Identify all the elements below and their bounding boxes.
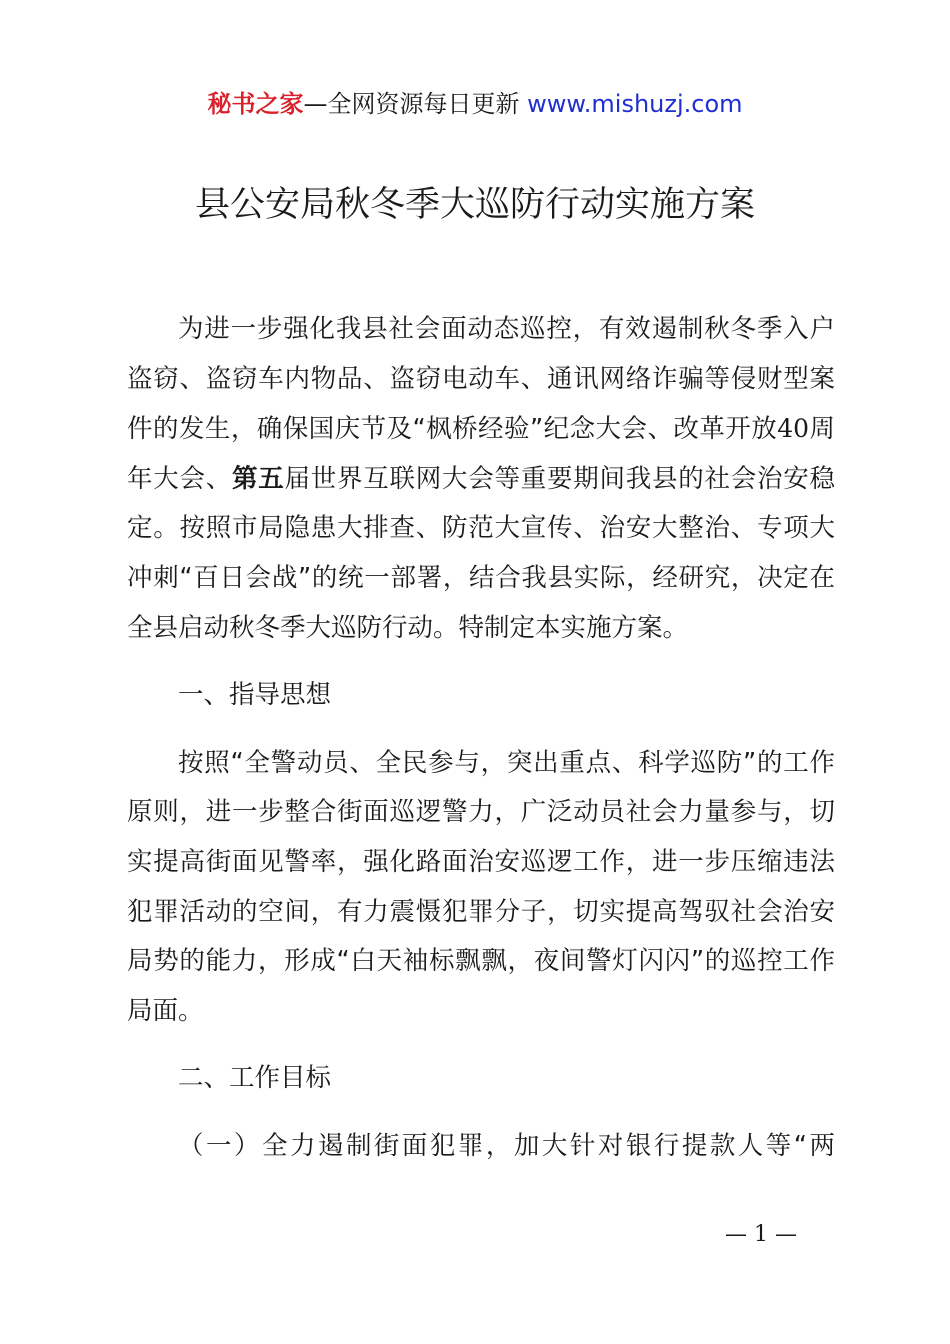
spacer	[127, 653, 835, 671]
spacer	[127, 721, 835, 739]
site-url-link[interactable]: www.mishuzj.com	[527, 90, 743, 118]
spacer	[127, 1104, 835, 1122]
document-title: 县公安局秋冬季大巡防行动实施方案	[194, 185, 755, 225]
intro-number: 40	[777, 414, 810, 444]
intro-text-part3: 届世界互联网大会等重要期间我县的社会治安稳定。按照市局隐患大排查、防范大宣传、治安大整治、专项大冲刺“百日会战”的统一部署，结合我县实际，经研究，决定在全县启动秋冬季大巡防行动。特制定本实施方案。	[127, 463, 835, 643]
brand-name: 秘书之家	[207, 90, 304, 118]
intro-text-part1: 为进一步强化我县社会面动态巡控，有效遏制秋冬季入户盗窃、盗窃车内物品、盗窃电动车、通讯网络诈骗等侵财型案件的发生，确保国庆节及“枫桥经验”纪念大会、改革开放	[127, 314, 835, 445]
section2-item-1: （一）全力遏制街面犯罪，加大针对银行提款人等“两	[178, 1130, 835, 1161]
intro-bold-text: 第五	[232, 463, 285, 494]
intro-text-part2: 周年大会、	[127, 414, 835, 494]
document-body	[127, 305, 835, 1172]
site-header	[0, 86, 950, 122]
page-number: — 1 —	[725, 1222, 797, 1247]
section-heading-guiding-ideology: 一、指导思想	[178, 680, 332, 711]
header-tagline: —全网资源每日更新	[303, 90, 528, 118]
section-heading-work-goals: 二、工作目标	[178, 1063, 332, 1094]
intro-paragraph	[127, 305, 835, 653]
spacer	[127, 1036, 835, 1054]
section1-paragraph: 按照“全警动员、全民参与，突出重点、科学巡防”的工作原则，进一步整合街面巡逻警力，广泛动员社会力量参与，切实提高街面见警率，强化路面治安巡逻工作，进一步压缩违法犯罪活动的空间，有力震慑犯罪分子，切实提高驾驭社会治安局势的能力，形成“白天袖标飘飘，夜间警灯闪闪”的巡控工作局面。	[127, 747, 835, 1026]
